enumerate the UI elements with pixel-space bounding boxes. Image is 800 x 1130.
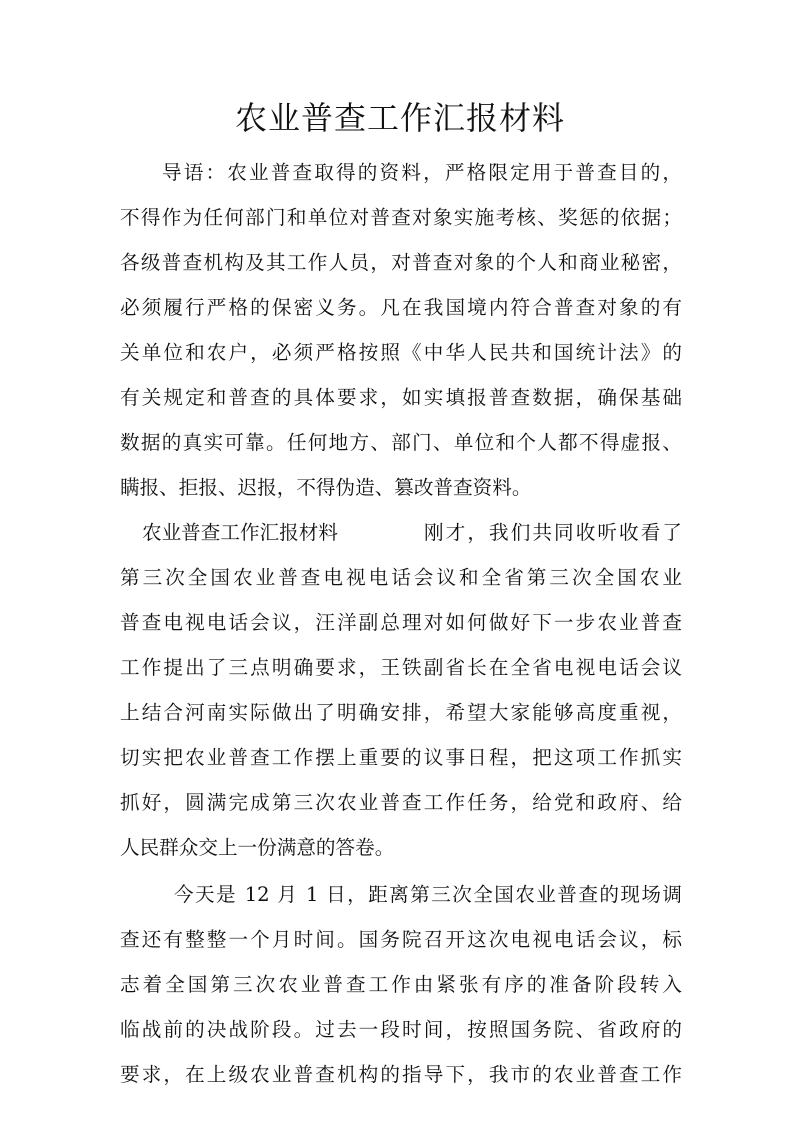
paragraph-line: 上结合河南实际做出了明确安排，希望大家能够高度重视， — [120, 701, 682, 724]
paragraph-line: 工作提出了三点明确要求，王铁副省长在全省电视电话会议 — [120, 656, 682, 679]
paragraph-line: 抓好，圆满完成第三次农业普查工作任务，给党和政府、给 — [120, 791, 682, 814]
inline-heading: 农业普查工作汇报材料 — [142, 521, 338, 544]
paragraph-line: 关单位和农户，必须严格按照《中华人民共和国统计法》的 — [120, 341, 682, 364]
paragraph-line: 今天是 12 月 1 日，距离第三次全国农业普查的现场调 — [174, 883, 682, 906]
paragraph-line: 第三次全国农业普查电视电话会议和全省第三次全国农业 — [120, 566, 682, 589]
paragraph-line: 志着全国第三次农业普查工作由紧张有序的准备阶段转入 — [120, 973, 682, 996]
paragraph-line: 要求，在上级农业普查机构的指导下，我市的农业普查工作 — [120, 1063, 682, 1086]
paragraph-line: 必须履行严格的保密义务。凡在我国境内符合普查对象的有 — [120, 296, 682, 319]
paragraph-line: 数据的真实可靠。任何地方、部门、单位和个人都不得虚报、 — [120, 431, 682, 454]
paragraph-line: 有关规定和普查的具体要求，如实填报普查数据，确保基础 — [120, 386, 682, 409]
paragraph-line: 临战前的决战阶段。过去一段时间，按照国务院、省政府的 — [120, 1018, 682, 1041]
document-title: 农业普查工作汇报材料 — [234, 99, 565, 137]
paragraph-line: 不得作为任何部门和单位对普查对象实施考核、奖惩的依据； — [120, 206, 682, 229]
paragraph-line: 普查电视电话会议，汪洋副总理对如何做好下一步农业普查 — [120, 611, 682, 634]
paragraph-line: 各级普查机构及其工作人员，对普查对象的个人和商业秘密， — [120, 251, 682, 274]
paragraph-line: 查还有整整一个月时间。国务院召开这次电视电话会议，标 — [120, 928, 682, 951]
paragraph-line: 人民群众交上一份满意的答卷。 — [120, 836, 395, 859]
paragraph-line: 瞒报、拒报、迟报，不得伪造、篡改普查资料。 — [120, 476, 532, 499]
paragraph-line: 导语：农业普查取得的资料，严格限定用于普查目的， — [162, 161, 682, 184]
paragraph-line: 刚才，我们共同收听收看了 — [424, 521, 682, 544]
paragraph-line: 切实把农业普查工作摆上重要的议事日程，把这项工作抓实 — [120, 746, 682, 769]
